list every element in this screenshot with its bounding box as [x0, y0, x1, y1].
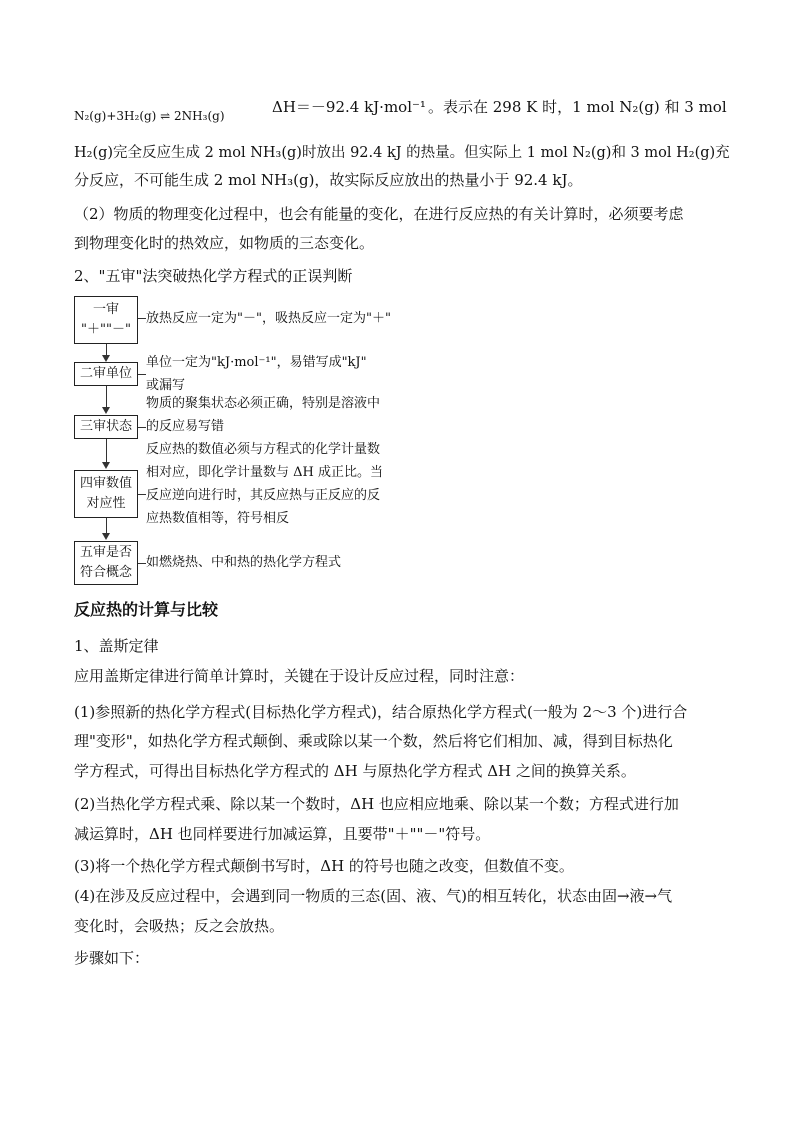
connector-line: [138, 563, 146, 564]
flowchart-step-note: 或漏写: [146, 378, 186, 393]
paragraph-line: 分反应，不可能生成 2 mol NH₃(g)，故实际反应放出的热量小于 92.4 kJ。: [74, 171, 583, 189]
paragraph-line: 步骤如下：: [74, 949, 150, 967]
paragraph-line: (3)将一个热化学方程式颠倒书写时，ΔH 的符号也随之改变，但数值不变。: [74, 857, 574, 875]
down-arrow-icon: [102, 407, 110, 414]
connector-line: [138, 494, 146, 495]
connector-line: [138, 318, 146, 319]
flowchart-step-box: [74, 296, 138, 344]
paragraph-line: 到物理变化时的热效应，如物质的三态变化。: [74, 234, 375, 252]
flowchart-step-note: 反应热的数值必须与方程式的化学计量数: [146, 442, 381, 457]
connector-line: [106, 386, 107, 408]
down-arrow-icon: [102, 355, 110, 362]
paragraph-line: H₂(g)完全反应生成 2 mol NH₃(g)时放出 92.4 kJ 的热量。但实际上 1 mol N₂(g)和 3 mol H₂(g)充: [74, 145, 730, 161]
paragraph-line: 应用盖斯定律进行简单计算时，关键在于设计反应过程，同时注意：: [74, 667, 525, 685]
connector-line: [106, 518, 107, 534]
flowchart-step-label: 四审数值: [79, 476, 132, 491]
flowchart-step-label: 二审单位: [79, 366, 132, 381]
equation-formula: N₂(g)+3H₂(g) ⇌ 2NH₃(g): [74, 109, 225, 123]
section-2-title: 2、"五审"法突破热化学方程式的正误判断: [74, 267, 353, 285]
down-arrow-icon: [102, 533, 110, 540]
flowchart-step-label: 一审: [92, 302, 119, 317]
paragraph-line: (4)在涉及反应过程中，会遇到同一物质的三态(固、液、气)的相互转化，状态由固→液→气: [74, 887, 673, 905]
flowchart-step-box: [74, 470, 138, 518]
connector-line: [138, 374, 146, 375]
down-arrow-icon: [102, 462, 110, 469]
flowchart-step-label: 符合概念: [79, 565, 132, 580]
connector-line: [106, 439, 107, 463]
flowchart-step-note: 的反应易写错: [146, 419, 225, 434]
flowchart-step-label: 三审状态: [79, 419, 132, 434]
flowchart-step-label: 对应性: [86, 496, 126, 511]
subsection-title: 1、盖斯定律: [74, 637, 159, 655]
flowchart-step-note: 相对应，即化学计量数与 ΔH 成正比。当: [146, 465, 383, 480]
flowchart-step-note: 物质的聚集状态必须正确，特别是溶液中: [146, 396, 381, 411]
flowchart-step-note: 单位一定为"kJ·mol⁻¹"，易错写成"kJ": [146, 355, 367, 370]
flowchart-step-note: 应热数值相等，符号相反: [146, 511, 290, 526]
flowchart-step-box: [74, 362, 138, 386]
equation-description: 。表示在 298 K 时，1 mol N₂(g) 和 3 mol: [428, 98, 727, 116]
connector-line: [138, 427, 146, 428]
paragraph-line: 理"变形"，如热化学方程式颠倒、乘或除以某一个数，然后将它们相加、减，得到目标热化: [74, 732, 673, 750]
flowchart-step-label: "＋""－": [81, 322, 131, 337]
paragraph-line: 变化时，会吸热；反之会放热。: [74, 917, 285, 935]
paragraph-line: 学方程式，可得出目标热化学方程式的 ΔH 与原热化学方程式 ΔH 之间的换算关系。: [74, 762, 636, 780]
flowchart-step-box: [74, 541, 138, 585]
paragraph-line: (1)参照新的热化学方程式(目标热化学方程式)，结合原热化学方程式(一般为 2～3 个)进行合: [74, 703, 688, 721]
flowchart-step-box: [74, 415, 138, 439]
paragraph-line: （2）物质的物理变化过程中，也会有能量的变化，在进行反应热的有关计算时，必须要考虑: [74, 205, 684, 223]
paragraph-line: 减运算时，ΔH 也同样要进行加减运算，且要带"＋""－"符号。: [74, 825, 491, 843]
paragraph-line: (2)当热化学方程式乘、除以某一个数时，ΔH 也应相应地乘、除以某一个数；方程式进行加: [74, 795, 679, 813]
section-heading: 反应热的计算与比较: [74, 600, 219, 619]
flowchart-step-note: 放热反应一定为"－"，吸热反应一定为"＋": [146, 311, 391, 326]
flowchart-step-label: 五审是否: [79, 545, 132, 560]
flowchart-step-note: 反应逆向进行时，其反应热与正反应的反: [146, 488, 381, 503]
flowchart-step-note: 如燃烧热、中和热的热化学方程式: [146, 555, 342, 570]
equation-delta-h: ΔH＝－92.4 kJ·mol⁻¹: [272, 98, 426, 116]
